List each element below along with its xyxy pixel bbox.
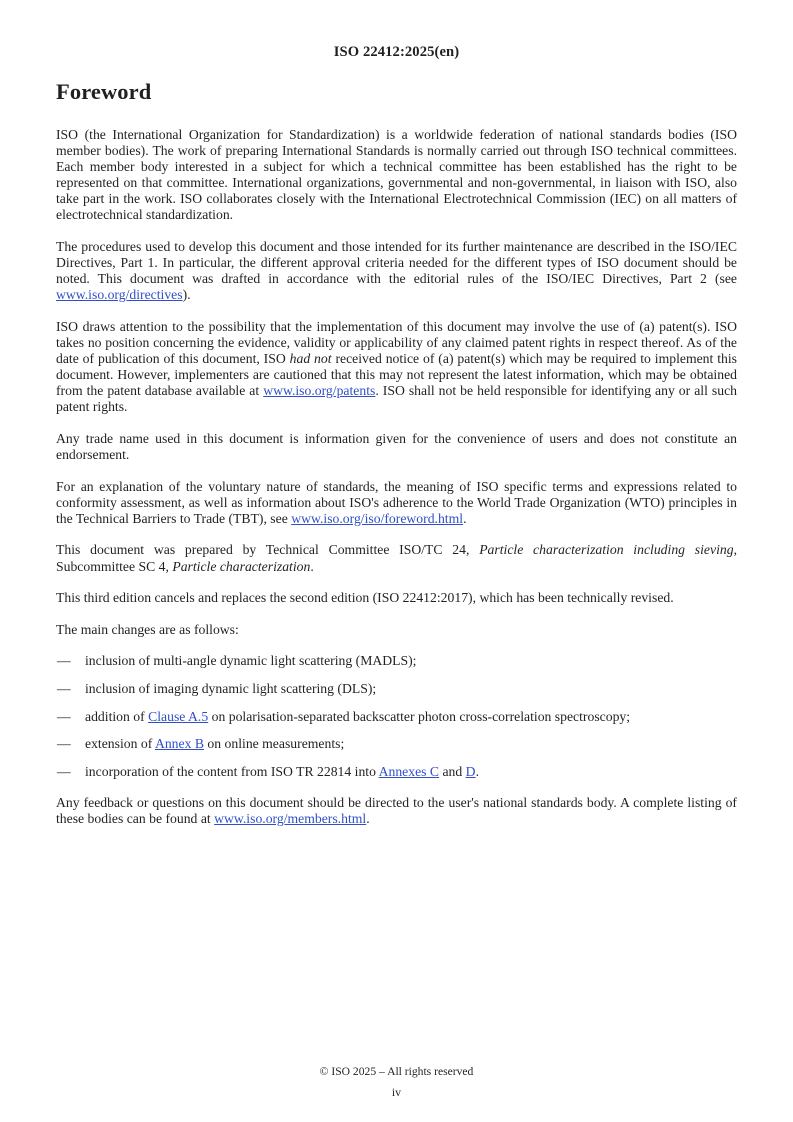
list-item-text-mid: and (439, 763, 466, 779)
changes-list (56, 653, 737, 779)
paragraph-voluntary-standards (56, 479, 737, 527)
committee-title-sc4: Particle characterization (172, 558, 311, 574)
paragraph-main-changes-intro: The main changes are as follows: (56, 621, 239, 637)
list-item (56, 764, 737, 780)
committee-title-tc24: Particle characterization including sieving (479, 542, 734, 558)
paragraph-feedback-text-before: Any feedback or questions on this document should be directed to the user's national standards body. A complete listing of these bodies can be found at (56, 795, 737, 827)
committee-text-1: This document was prepared by Technical Committee ISO/TC 24, (56, 542, 480, 558)
bullet-dash-icon: — (57, 653, 71, 669)
running-header: ISO 22412:2025(en) (333, 44, 460, 60)
bullet-dash-icon: — (57, 708, 71, 724)
paragraph-feedback-text-after: . (366, 811, 370, 827)
list-item-text-mid: on polarisation-separated backscatter photon cross-correlation spectroscopy; (208, 708, 631, 724)
paragraph-patents-text-mid: received notice of (a) patent(s) which may be required to implement this document. However, implementers are cautioned that this may not represent the latest information, which may be obtained from the patent database available at (56, 351, 737, 399)
page-content (56, 78, 737, 828)
list-item (56, 709, 737, 725)
committee-text-3: . (310, 558, 314, 574)
link-annex-d[interactable]: D (465, 763, 476, 779)
link-iso-patents[interactable]: www.iso.org/patents (263, 383, 376, 399)
link-iso-foreword[interactable]: www.iso.org/iso/foreword.html (291, 510, 464, 526)
list-item (56, 736, 737, 752)
link-iso-members[interactable]: www.iso.org/members.html (214, 811, 367, 827)
list-item-text: inclusion of multi-angle dynamic light scattering (MADLS); (85, 653, 417, 669)
link-iso-directives[interactable]: www.iso.org/directives (56, 287, 183, 303)
list-item-text: extension of (85, 736, 155, 752)
footer-copyright: © ISO 2025 – All rights reserved (319, 1065, 474, 1078)
list-item-text: incorporation of the content from ISO TR 22814 into (85, 763, 379, 779)
bullet-dash-icon: — (57, 736, 71, 752)
paragraph-technical-committee (56, 542, 737, 574)
list-item-text: inclusion of imaging dynamic light scattering (DLS); (85, 680, 377, 696)
paragraph-patents-text-tail: . ISO shall not be held responsible for identifying any or all such patent rights. (56, 383, 737, 415)
changes-list-block (56, 653, 737, 779)
link-annex-b[interactable]: Annex B (154, 736, 204, 752)
paragraph-patents (56, 319, 737, 416)
bullet-dash-icon: — (57, 680, 71, 696)
page-title: Foreword (56, 79, 152, 104)
paragraph-procedures-text-before: The procedures used to develop this document and those intended for its further maintenance are described in the ISO/IEC Directives, Part 1. In particular, the different approval criteria needed for the different types of ISO document should be noted. This document was drafted in accordance with the editorial rules of the ISO/IEC Directives, Part 2 (see (56, 239, 737, 287)
footer-page-number: iv (391, 1085, 402, 1099)
list-item (56, 653, 737, 669)
list-item-text-post: . (475, 763, 479, 779)
paragraph-procedures-text-after: ). (182, 287, 191, 303)
list-item-text: addition of (85, 708, 149, 724)
paragraph-third-edition: This third edition cancels and replaces the second edition (ISO 22412:2017), which has been technically revised. (56, 590, 674, 606)
committee-text-2: , Subcommittee SC 4, (56, 542, 737, 574)
paragraph-trade-name: Any trade name used in this document is information given for the convenience of users and does not constitute an endorsement. (56, 431, 737, 463)
list-item-text-mid: on online measurements; (204, 736, 345, 752)
paragraph-procedures (56, 239, 737, 303)
paragraph-patents-text-before: ISO draws attention to the possibility that the implementation of this document may involve the use of (a) patent(s). ISO takes no position concerning the evidence, validity or applicability of any claimed patent rights in respect thereof. As of the date of publication of this document, ISO (56, 318, 737, 367)
emphasis-had-not: had not (289, 351, 332, 367)
link-clause-a5[interactable]: Clause A.5 (148, 708, 209, 724)
list-item (56, 681, 737, 697)
bullet-dash-icon: — (57, 763, 71, 779)
paragraph-voluntary-text-after: . (463, 510, 467, 526)
paragraph-iso-description: ISO (the International Organization for Standardization) is a worldwide federation of national standards bodies (ISO member bodies). The work of preparing International Standards is normally carried out through ISO technical committees. Each member body interested in a subject for which a technical committee has been established has the right to be represented on that committee. International organizations, governmental and non-governmental, in liaison with ISO, also take part in the work. ISO collaborates closely with the International Electrotechnical Commission (IEC) on all matters of electrotechnical standardization. (56, 127, 737, 223)
link-annexes-c[interactable]: Annexes C (378, 763, 440, 779)
paragraph-voluntary-text-before: For an explanation of the voluntary nature of standards, the meaning of ISO specific terms and expressions related to conformity assessment, as well as information about ISO's adherence to the World Trade Organization (WTO) principles in the Technical Barriers to Trade (TBT), see (56, 478, 737, 526)
paragraph-feedback (56, 795, 737, 827)
